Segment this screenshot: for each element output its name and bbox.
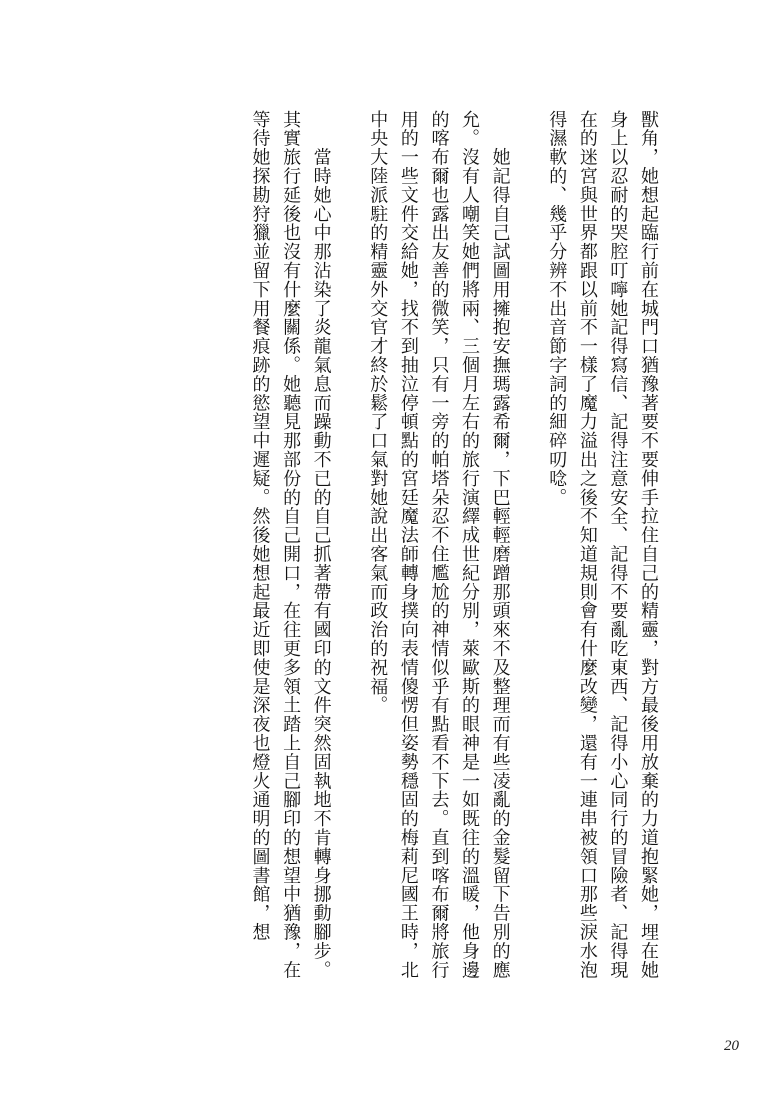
page-number: 20 <box>724 1038 739 1054</box>
paragraph-2: 她記得自己試圖用擁抱安撫瑪露希爾，下巴輕輕磨蹭那頭來不及整理而有些凌亂的金髮留下告別的應允。沒有人嘲笑她們將兩、三個月左右的旅行演繹成世紀分別，萊歐斯的眼神是一如既往的溫暖，他身邊的喀布爾也露出友善的微笑，只有一旁的帕塔朵忍不住尷尬的神情似乎有點看不下去。直到喀布爾將旅行用的一些文件交給她，找不到抽泣停頓點的宮廷魔法師轉身撲向表情傻愣但姿勢穩固的梅莉尼國王時，北中央大陸派駐的精靈外交官才終於鬆了口氣對她說出客氣而政治的祝福。 <box>367 110 511 980</box>
paragraph-3: 當時她心中那沾染了炎龍氣息而躁動不已的自己抓著帶有國印的文件突然固執地不肯轉身挪動腳步。其實旅行延後也沒有什麼關係。她聽見那部份的自己開口，在往更多領土踏上自己腳印的想望中猶豫，在等待她探勘狩獵並留下用餐痕跡的慾望中遲疑。然後她想起最近即使是深夜也燈火通明的圖書館，想 <box>249 110 332 980</box>
paragraph-1: 獸角，她想起臨行前在城門口猶豫著要不要伸手拉住自己的精靈，對方最後用放棄的力道抱緊她，埋在她身上以忍耐的哭腔叮嚀她記得寫信、記得注意安全、記得不要亂吃東西、記得小心同行的冒險者、記得現在的迷宮與世界都跟以前不一樣了魔力溢出之後不知道規則會有什麼改變，還有一連串被領口那些淚水泡得濕軟的、幾乎分辨不出音節字詞的細碎叨唸。 <box>546 110 659 980</box>
vertical-text-body <box>244 110 663 990</box>
